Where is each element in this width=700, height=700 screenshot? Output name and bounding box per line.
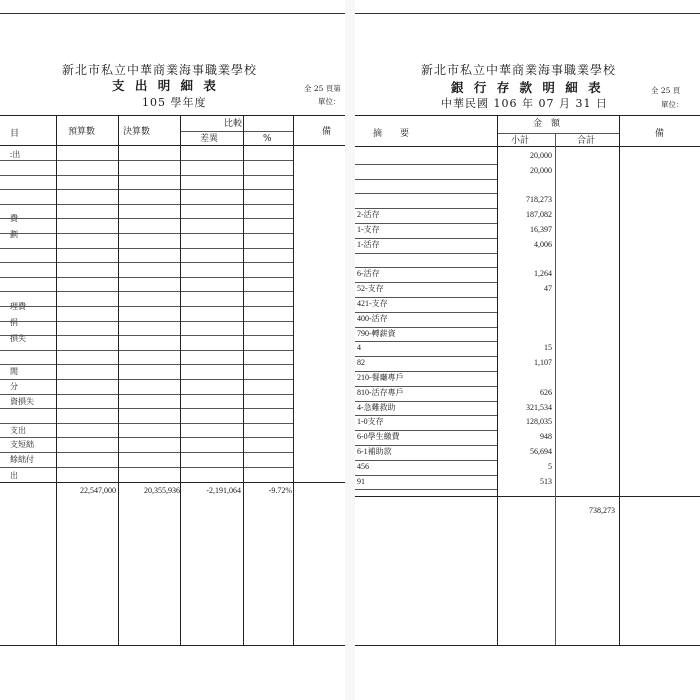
- grid-line: [355, 223, 497, 224]
- grid-line: [355, 445, 497, 446]
- row-label: 支出: [10, 426, 26, 435]
- deposit-subtotal: 1,107: [534, 358, 552, 368]
- school-name: 新北市私立中華商業海事職業學校: [62, 63, 258, 77]
- grid-line: [0, 218, 293, 219]
- grid-line: [0, 364, 293, 365]
- deposit-subtotal: 15: [544, 343, 552, 353]
- deposit-subtotal: 626: [540, 387, 552, 397]
- total-diff: -2,191,064: [206, 486, 241, 495]
- total-pct: -9.72%: [268, 486, 292, 495]
- row-label: 劃: [10, 230, 18, 239]
- row-label: 理費: [10, 302, 26, 311]
- grid-line: [180, 131, 293, 132]
- header-item: 目: [10, 129, 20, 139]
- grid-line: [0, 408, 293, 409]
- grid-line: [0, 189, 293, 190]
- row-label: 閒: [10, 367, 18, 376]
- header-remark: 備: [322, 127, 332, 137]
- deposit-subtotal: 20,000: [530, 165, 552, 175]
- deposit-account-label: 4: [357, 343, 361, 353]
- unit-label: 單位：: [661, 100, 684, 109]
- grid-line: [180, 115, 181, 645]
- grid-line: [355, 253, 497, 254]
- deposit-subtotal: 718,273: [526, 195, 552, 205]
- grid-line: [0, 291, 293, 292]
- grid-line: [355, 401, 497, 402]
- report-date: 中華民國 106 年 07 月 31 日: [441, 97, 608, 110]
- deposit-subtotal: 47: [544, 284, 552, 294]
- deposit-subtotal: 56,694: [530, 447, 552, 456]
- deposit-account-label: 421-支存: [357, 299, 388, 308]
- row-label: 支短絀: [10, 440, 34, 449]
- deposit-subtotal: 5: [548, 461, 552, 471]
- grid-line: [0, 321, 293, 322]
- deposit-account-label: 810-活存專戶: [357, 387, 404, 397]
- row-label: 餘絀付: [10, 455, 34, 464]
- row-label: 損失: [10, 334, 26, 343]
- deposit-account-label: 1-0支存: [357, 417, 384, 427]
- grid-line: [355, 164, 497, 165]
- unit-label: 單位：: [318, 97, 341, 106]
- deposit-subtotal: 20,000: [530, 151, 552, 160]
- grid-line: [355, 341, 497, 342]
- header-diff: 差異: [200, 134, 219, 144]
- grid-line: [355, 430, 497, 431]
- deposit-account-label: 91: [357, 476, 365, 486]
- grid-line: [0, 335, 293, 336]
- grid-line: [355, 193, 497, 194]
- deposit-account-label: 82: [357, 358, 365, 368]
- bank-deposit-detail-page: [355, 0, 700, 700]
- deposit-account-label: 210-餐廳專戶: [357, 373, 404, 382]
- grid-line: [355, 208, 497, 209]
- grid-line: [355, 415, 497, 416]
- grid-line: [355, 460, 497, 461]
- deposit-account-label: 2-活存: [357, 210, 380, 220]
- row-label: 費: [10, 214, 18, 223]
- grid-line: [0, 175, 293, 176]
- grid-line: [0, 645, 345, 646]
- grid-line: [0, 437, 293, 438]
- deposit-account-label: 400-活存: [357, 313, 388, 323]
- grid-line: [0, 277, 293, 278]
- total-actual: 20,355,936: [144, 486, 180, 495]
- grid-line: [355, 645, 700, 646]
- deposit-account-label: 6-1補助款: [357, 447, 392, 456]
- grid-line: [355, 282, 497, 283]
- grid-line: [0, 467, 293, 468]
- page-top-border: [0, 13, 345, 14]
- grid-line: [355, 356, 497, 357]
- grid-line: [0, 248, 293, 249]
- grid-line: [243, 115, 244, 645]
- grid-line: [355, 371, 497, 372]
- grid-line: [355, 267, 497, 268]
- header-remark: 備: [655, 129, 665, 139]
- grid-line: [0, 306, 293, 307]
- grid-line: [0, 350, 293, 351]
- expenditure-detail-page: [0, 0, 345, 700]
- deposit-account-label: 790-轉薪資: [357, 328, 396, 338]
- grid-line: [56, 115, 57, 645]
- row-label: :出: [10, 150, 21, 159]
- table-title: 支 出 明 細 表: [112, 78, 219, 93]
- header-total: 合計: [577, 136, 596, 146]
- grid-line: [497, 133, 619, 134]
- header-budget: 預算數: [68, 127, 96, 137]
- grid-line: [0, 423, 293, 424]
- grid-line: [118, 115, 119, 645]
- row-label: 資損失: [10, 397, 34, 406]
- deposit-account-label: 6-0學生繳費: [357, 432, 400, 442]
- row-label: 分: [10, 382, 18, 391]
- page-count: 全 25 頁: [651, 86, 681, 95]
- grid-line: [555, 133, 556, 645]
- header-amount: 金 額: [533, 119, 561, 129]
- row-label: 捐: [10, 318, 18, 327]
- header-actual: 決算數: [123, 127, 151, 137]
- deposit-subtotal: 948: [540, 432, 552, 442]
- grid-line: [619, 115, 620, 645]
- grid-line: [0, 379, 293, 380]
- grid-line: [0, 160, 293, 161]
- grid-line: [355, 386, 497, 387]
- deposit-subtotal: 16,397: [530, 225, 552, 234]
- grid-line: [355, 115, 700, 116]
- deposit-subtotal: 187,082: [526, 210, 552, 220]
- grand-total: 738,273: [589, 506, 615, 515]
- grid-line: [355, 327, 497, 328]
- grid-line: [355, 312, 497, 313]
- grid-line: [293, 115, 294, 645]
- deposit-subtotal: 321,534: [526, 402, 552, 412]
- grid-line: [355, 475, 497, 476]
- header-pct: %: [263, 134, 272, 144]
- deposit-subtotal: 513: [540, 476, 552, 486]
- header-compare: 比較: [224, 119, 243, 129]
- grid-line: [355, 496, 700, 497]
- row-label: 出: [10, 471, 18, 480]
- deposit-subtotal: 1,264: [534, 269, 552, 279]
- page-count: 全 25 頁第: [304, 84, 341, 93]
- grid-line: [0, 204, 293, 205]
- grid-line: [355, 146, 700, 147]
- grid-line: [355, 297, 497, 298]
- deposit-account-label: 456: [357, 461, 369, 471]
- grid-line: [497, 115, 498, 645]
- deposit-account-label: 4-急難救助: [357, 402, 396, 412]
- grid-line: [0, 452, 293, 453]
- deposit-subtotal: 128,035: [526, 417, 552, 427]
- grid-line: [0, 262, 293, 263]
- page-top-border: [355, 13, 700, 14]
- table-title: 銀 行 存 款 明 細 表: [451, 80, 604, 95]
- grid-line: [355, 238, 497, 239]
- deposit-subtotal: 4,006: [534, 239, 552, 249]
- fiscal-year: 105 學年度: [142, 96, 207, 109]
- deposit-account-label: 1-支存: [357, 225, 380, 234]
- deposit-account-label: 52-支存: [357, 284, 384, 294]
- grid-line: [355, 179, 497, 180]
- page-gap: [345, 0, 355, 700]
- deposit-account-label: 1-活存: [357, 239, 380, 249]
- school-name: 新北市私立中華商業海事職業學校: [421, 63, 617, 77]
- header-subtotal: 小計: [511, 136, 530, 146]
- grid-line: [355, 489, 497, 490]
- deposit-account-label: 6-活存: [357, 269, 380, 279]
- grid-line: [0, 233, 293, 234]
- header-summary: 摘 要: [373, 129, 410, 139]
- grid-line: [0, 394, 293, 395]
- total-budget: 22,547,000: [80, 486, 116, 495]
